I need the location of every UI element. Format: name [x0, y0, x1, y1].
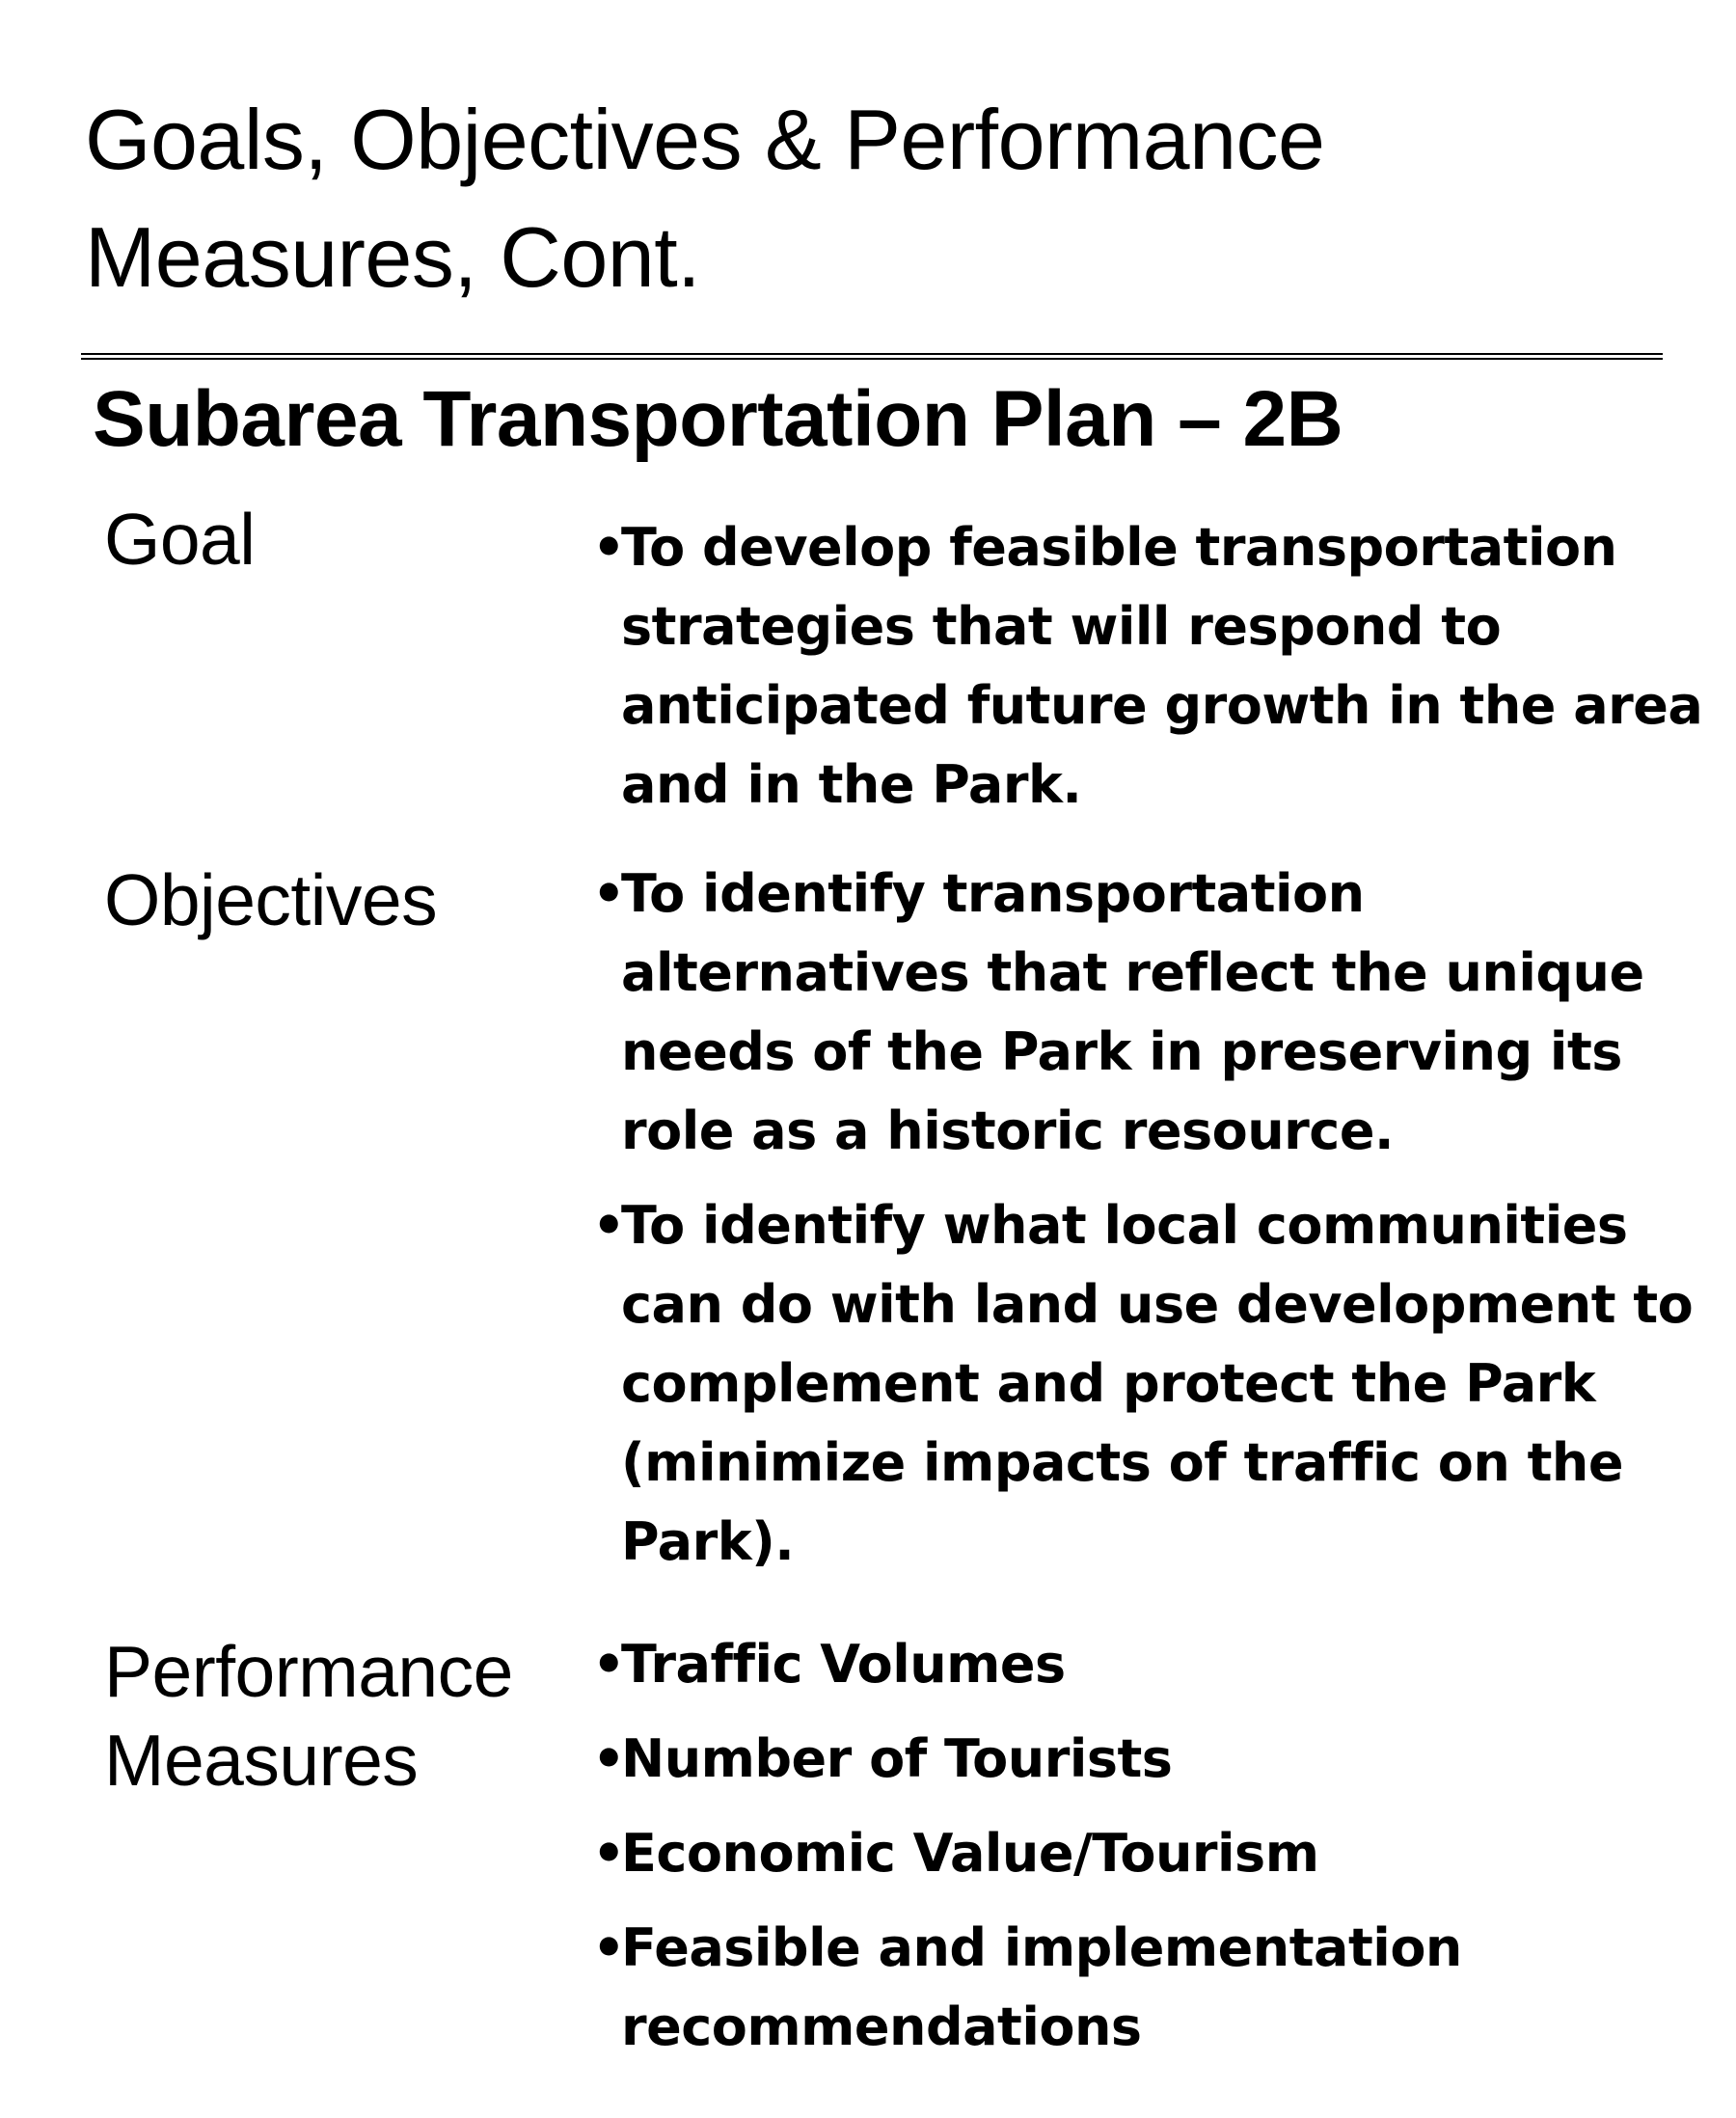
bullet-icon: • — [592, 517, 626, 578]
goal-list — [592, 508, 1721, 825]
objectives-label: Objectives — [104, 859, 438, 940]
goal-label: Goal — [104, 499, 256, 580]
page-title-line-2: Measures, Cont. — [85, 209, 701, 305]
performance-measure-item-text: Traffic Volumes — [621, 1634, 1066, 1695]
performance-measure-item-text: Economic Value/Tourism — [621, 1823, 1319, 1884]
performance-measure-item-text: Number of Tourists — [621, 1728, 1173, 1789]
objective-item — [592, 855, 1721, 1171]
bullet-icon: • — [592, 1728, 626, 1789]
page-title-line-1: Goals, Objectives & Performance — [85, 92, 1325, 187]
bullet-icon: • — [592, 1195, 626, 1256]
performance-measure-item — [592, 1909, 1721, 2067]
performance-measures-label — [104, 1627, 513, 1805]
page-title — [85, 81, 1667, 316]
performance-measures-label-line-2: Measures — [104, 1720, 419, 1801]
performance-measures-list — [592, 1625, 1721, 2067]
objective-item-text: To identify what local communities can do with land use development to complement and protect the Park (minimize impacts of traffic on the Park). — [621, 1195, 1694, 1572]
performance-measures-label-line-1: Performance — [104, 1631, 513, 1712]
goal-item-text: To develop feasible transportation strategies that will respond to anticipated future growth in the area and in the Park. — [621, 517, 1703, 815]
bullet-icon: • — [592, 1823, 626, 1884]
bullet-icon: • — [592, 1917, 626, 1978]
objective-item — [592, 1186, 1721, 1582]
objective-item-text: To identify transportation alternatives that reflect the unique needs of the Park in preserving its role as a historic resource. — [621, 863, 1644, 1161]
bullet-icon: • — [592, 1634, 626, 1695]
bullet-icon: • — [592, 863, 626, 924]
performance-measure-item — [592, 1814, 1721, 1893]
title-divider — [81, 353, 1663, 360]
performance-measure-item-text: Feasible and implementation recommendations — [621, 1917, 1462, 2057]
goal-item — [592, 508, 1721, 825]
performance-measure-item — [592, 1625, 1721, 1704]
objectives-list — [592, 855, 1721, 1582]
section-subtitle: Subarea Transportation Plan – 2B — [93, 375, 1343, 463]
performance-measure-item — [592, 1720, 1721, 1799]
